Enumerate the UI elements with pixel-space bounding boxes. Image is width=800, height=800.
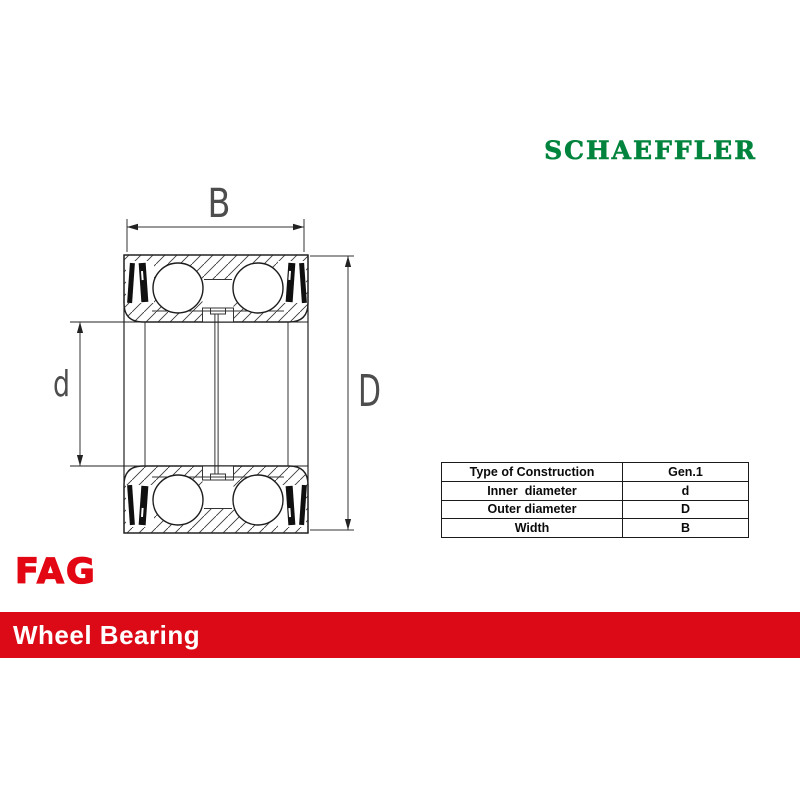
ball-upper-left: [153, 263, 203, 313]
spec-value: d: [681, 483, 690, 498]
bearing-lower-assembly: [124, 466, 308, 533]
ball-upper-right: [233, 263, 283, 313]
dimension-outer-diameter-D: [310, 256, 381, 530]
spec-value: D: [680, 502, 691, 517]
dimension-width-B: [127, 181, 304, 252]
spec-row-type-of-construction: [442, 463, 748, 481]
spec-label: Type of Construction: [442, 463, 623, 481]
dimension-label-d: d: [53, 364, 70, 405]
spec-row-width: [442, 518, 748, 537]
product-title-banner: [0, 612, 800, 658]
spec-label: Outer diameter: [442, 501, 623, 519]
spec-row-outer-diameter: [442, 500, 748, 519]
bearing-upper-assembly: [124, 255, 308, 322]
ball-lower-right: [233, 475, 283, 525]
spec-table: [441, 462, 749, 538]
dimension-label-B: B: [207, 181, 231, 227]
spec-label: Width: [442, 519, 623, 537]
dimension-inner-diameter-d: [53, 322, 83, 466]
dimension-label-D: D: [358, 366, 381, 417]
ball-lower-left: [153, 475, 203, 525]
product-title: Wheel Bearing: [13, 620, 201, 650]
spec-row-inner-diameter: [442, 481, 748, 500]
schaeffler-logo: SCHAEFFLER: [544, 136, 757, 165]
spec-value: B: [680, 521, 691, 536]
spec-label: Inner diameter: [442, 482, 623, 500]
fag-logo: FAG: [15, 552, 97, 592]
spec-value: Gen.1: [668, 464, 703, 479]
